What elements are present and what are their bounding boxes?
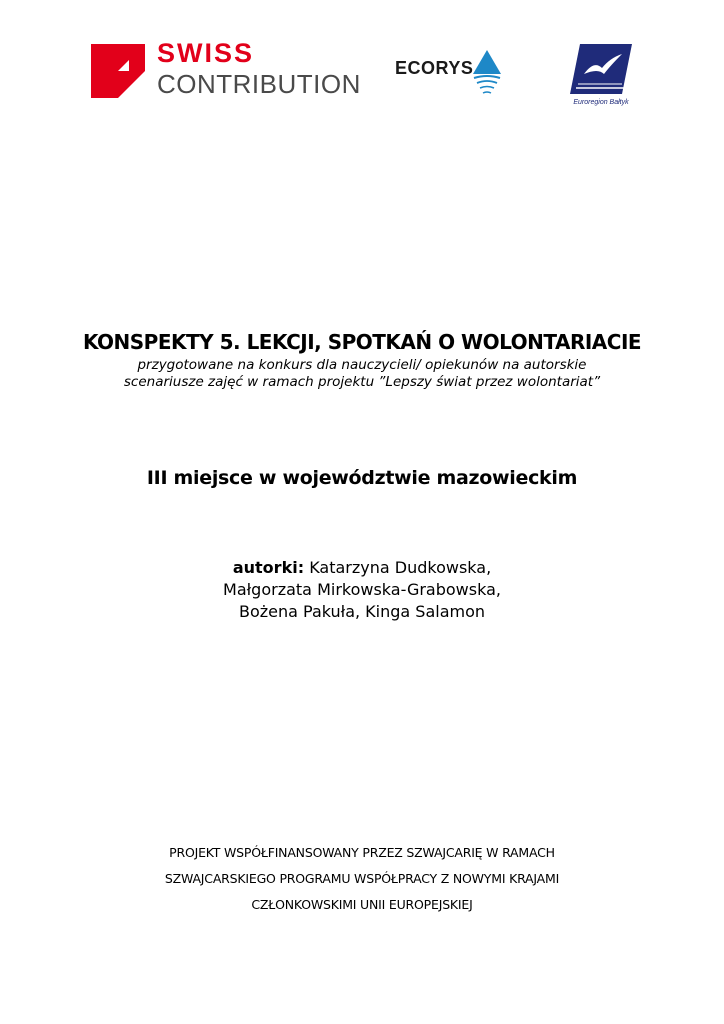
author-line-1: Katarzyna Dudkowska, [309, 558, 492, 577]
ecorys-logo-text: ECORYS [395, 58, 474, 78]
footer-line-1: PROJEKT WSPÓŁFINANSOWANY PRZEZ SZWAJCARIĘ W RAMACH [169, 845, 555, 860]
document-title: KONSPEKTY 5. LEKCJI, SPOTKAŃ O WOLONTARIACIE [82, 330, 642, 354]
footer-line-3: CZŁONKOWSKIMI UNII EUROPEJSKIEJ [251, 897, 473, 912]
authors-label: autorki: [232, 558, 305, 577]
author-line-2: Małgorzata Mirkowska-Grabowska, [223, 580, 501, 599]
swiss-cross-logo-icon [91, 44, 145, 98]
funding-footer [0, 840, 724, 918]
logo-bar [0, 0, 724, 120]
euroregion-caption: Euroregion Bałtyk [573, 99, 629, 106]
footer-line-2: SZWAJCARSKIEGO PROGRAMU WSPÓŁPRACY Z NOWYMI KRAJAMI [164, 871, 560, 886]
subtitle-line-1: przygotowane na konkurs dla nauczycieli/ opiekunów na autorskie [137, 357, 587, 373]
ecorys-drop-icon [470, 48, 504, 100]
document-subtitle [0, 357, 724, 391]
author-line-3: Bożena Pakuła, Kinga Salamon [238, 602, 486, 621]
award-place: III miejsce w województwie mazowieckim [146, 467, 578, 489]
contribution-word: CONTRIBUTION [157, 69, 361, 99]
title-block [0, 330, 724, 391]
authors-block [0, 557, 724, 623]
subtitle-line-2: scenariusze zajęć w ramach projektu ”Lepszy świat przez wolontariat” [123, 374, 601, 390]
swiss-contribution-logo [157, 40, 361, 97]
euroregion-seagull-icon [566, 42, 636, 106]
swiss-word: SWISS [157, 38, 255, 68]
